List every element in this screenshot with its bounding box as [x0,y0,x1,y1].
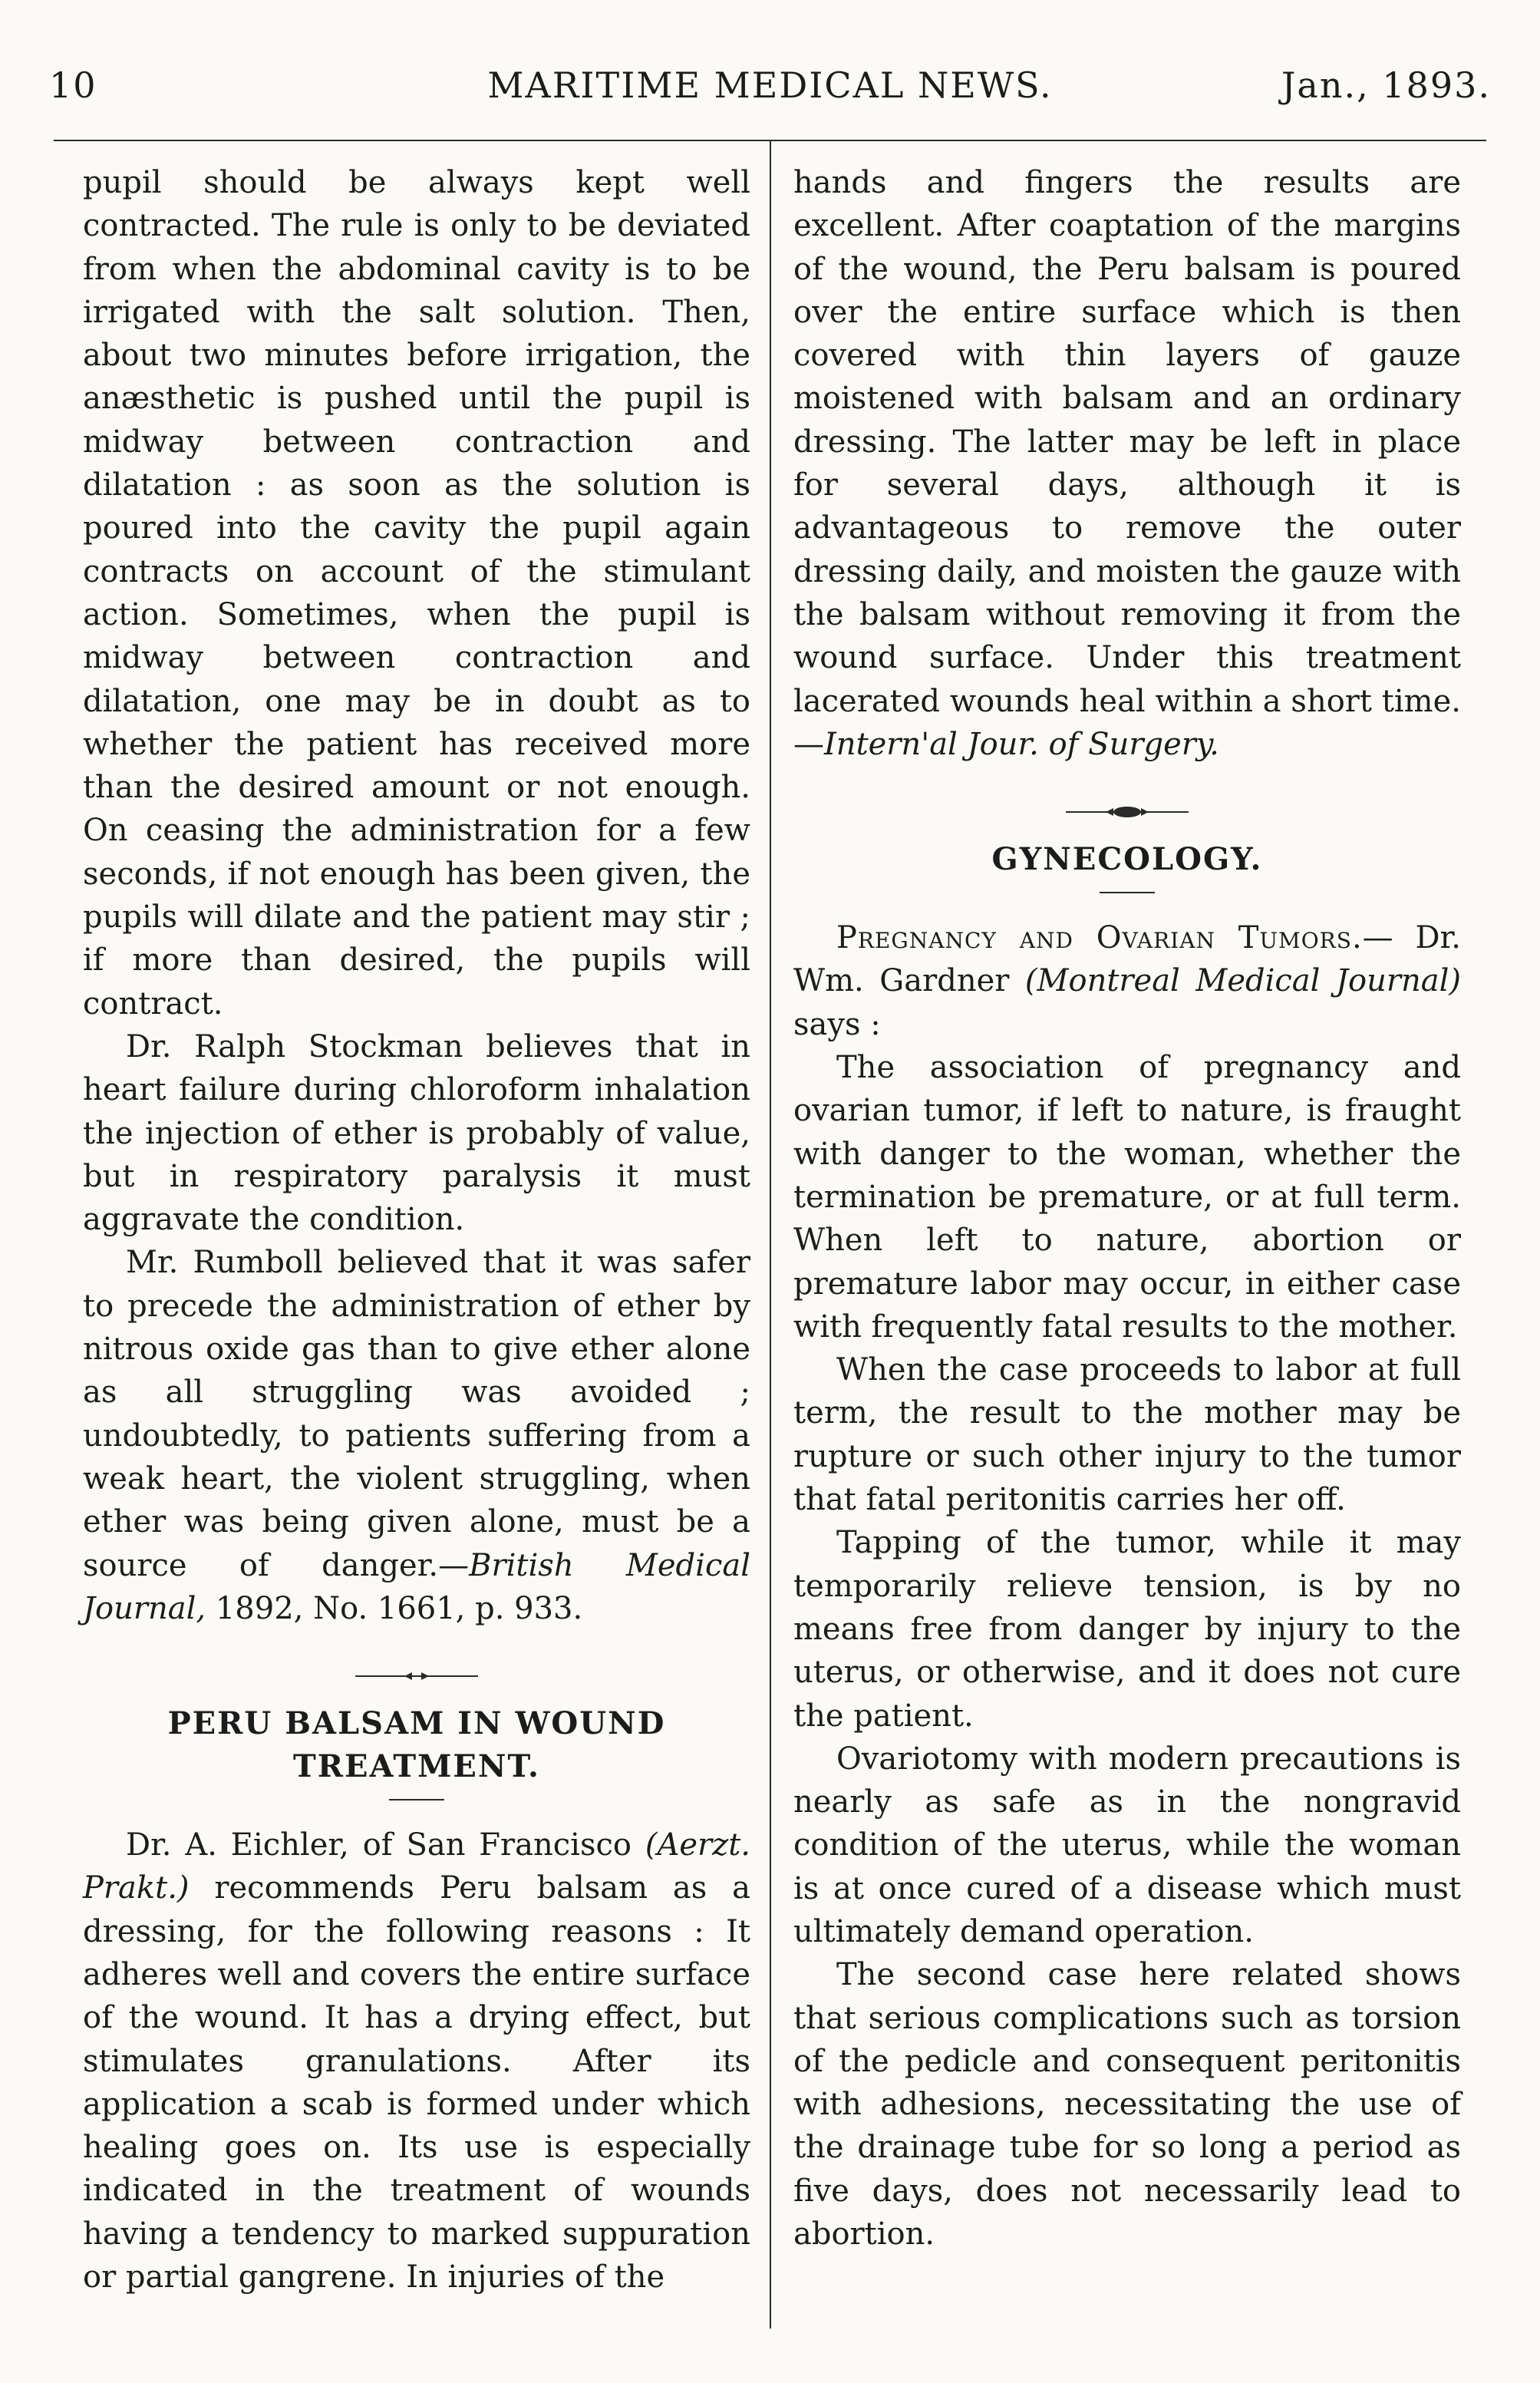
gynecology-intro [793,916,1461,1046]
ornament-divider-icon [355,1665,478,1688]
heading-rule [389,1799,444,1800]
gynecology-heading: GYNECOLOGY. [991,841,1263,878]
gynecology-paragraph-3: Tapping of the tumor, while it may temporarily relieve tension, is by no means free from danger by injury to the uterus, or otherwise, and it does not cure the patient. [793,1525,1461,1734]
column-divider [770,140,771,2329]
aerzt-prakt-journal: (Aerzt. Prakt.) [83,1827,750,1906]
peru-balsam-text: recommends Peru balsam as a dressing, for the following reasons : It adheres well and covers the entire surface of the wound. It has a drying effect, but stimulates granulations. After its application a scab is formed under which healing goes on. Its use is especially indicated in the treatment of wounds having a tendency to marked suppuration or partial gangrene. In injuries of the [83,1870,750,2296]
ornament-divider-icon [1066,800,1189,823]
gynecology-paragraph-4: Ovariotomy with modern precautions is nearly as safe as in the nongravid condition of the uterus, while the woman is at once cured of a disease which must ultimately demand operation. [793,1741,1461,1949]
journal-title: MARITIME MEDICAL NEWS. [487,64,1053,106]
bmj-source: British Medical Journal, [83,1547,750,1626]
anaesthesia-paragraph-3 [83,1241,750,1630]
peru-balsam-heading: PERU BALSAM IN WOUND TREATMENT. [167,1705,666,1785]
peru-continuation-text: hands and fingers the results are excellent. After coaptation of the margins of the wound, the Peru balsam is poured over the entire surface which is then covered with thin layers of gauze moistened with balsam and an ordinary dressing. The latter may be left in place for several days, although it is advantageous to remove the outer dressing daily, and moisten the gauze with the balsam without removing it from the wound surface. Under this treatment lacerated wounds heal within a short time.— [793,165,1461,762]
running-header [43,64,1497,126]
anaesthesia-paragraph-1: pupil should be always kept well contracted. The rule is only to be deviated from when the abdominal cavity is to be irrigated with the salt solution. Then, about two minutes before irrigation, the anæsthetic is pushed until the pupil is midway between contraction and dilatation : as soon as the solution is poured into the cavity the pupil again contracts on account of the stimulant action. Sometimes, when the pupil is midway between contraction and dilatation, one may be in doubt as to whether the patient has received more than the desired amount or not enough. On ceasing the administration for a few seconds, if not enough has been given, the pupils will dilate and the patient may stir ; if more than desired, the pupils will contract. [83,165,750,1022]
peru-balsam-continuation [793,161,1461,766]
says-text: says : [793,1006,881,1042]
section-ornament [793,792,1461,815]
issue-date: Jan., 1893. [1281,64,1491,106]
left-column [83,161,750,2299]
pregnancy-ovarian-subheading: Pregnancy and Ovarian Tumors. [836,920,1363,956]
bmj-citation: 1892, No. 1661, p. 933. [206,1590,583,1626]
gynecology-paragraph-2: When the case proceeds to labor at full term, the result to the mother may be rupture or such other injury to the tumor that fatal peritonitis carries her off. [793,1352,1461,1518]
gynecology-paragraph-5: The second case here related shows that serious complications such as torsion of the pedicle and consequent peritonitis with adhesions, necessitating the use of the drainage tube for so long a period as five days, does not necessarily lead to abortion. [793,1957,1461,2253]
section-ornament [83,1656,750,1679]
page-number: 10 [49,64,97,106]
gardner-lead: — Dr. Wm. Gardner [793,920,1461,999]
gynecology-paragraph-1: The association of pregnancy and ovarian tumor, if left to nature, is fraught with danger to the woman, whether the termination be premature, or at full term. When left to nature, abortion or premature labor may occur, in either case with frequently fatal results to the mother. [793,1050,1461,1345]
anaesthesia-paragraph-2: Dr. Ralph Stockman believes that in heart failure during chloroform inhalation the injection of ether is probably of value, but in respiratory paralysis it must aggravate the condition. [83,1028,750,1238]
eichler-lead: Dr. A. Eichler, of San Francisco [126,1827,645,1863]
intl-journal-surgery-source: Intern'al Jour. of Surgery. [824,726,1219,762]
peru-balsam-paragraph [83,1824,750,2299]
rumboll-text: Mr. Rumboll believed that it was safer to precede the administration of ether by nitrous oxide gas than to give ether alone as all struggling was avoided ; undoubtedly, to patients suffering from a weak heart, the violent struggling, when ether was being given alone, must be a source of danger.— [83,1245,750,1583]
right-column [793,161,1461,2256]
heading-rule [1100,892,1155,893]
montreal-journal: (Montreal Medical Journal) [1024,963,1461,999]
